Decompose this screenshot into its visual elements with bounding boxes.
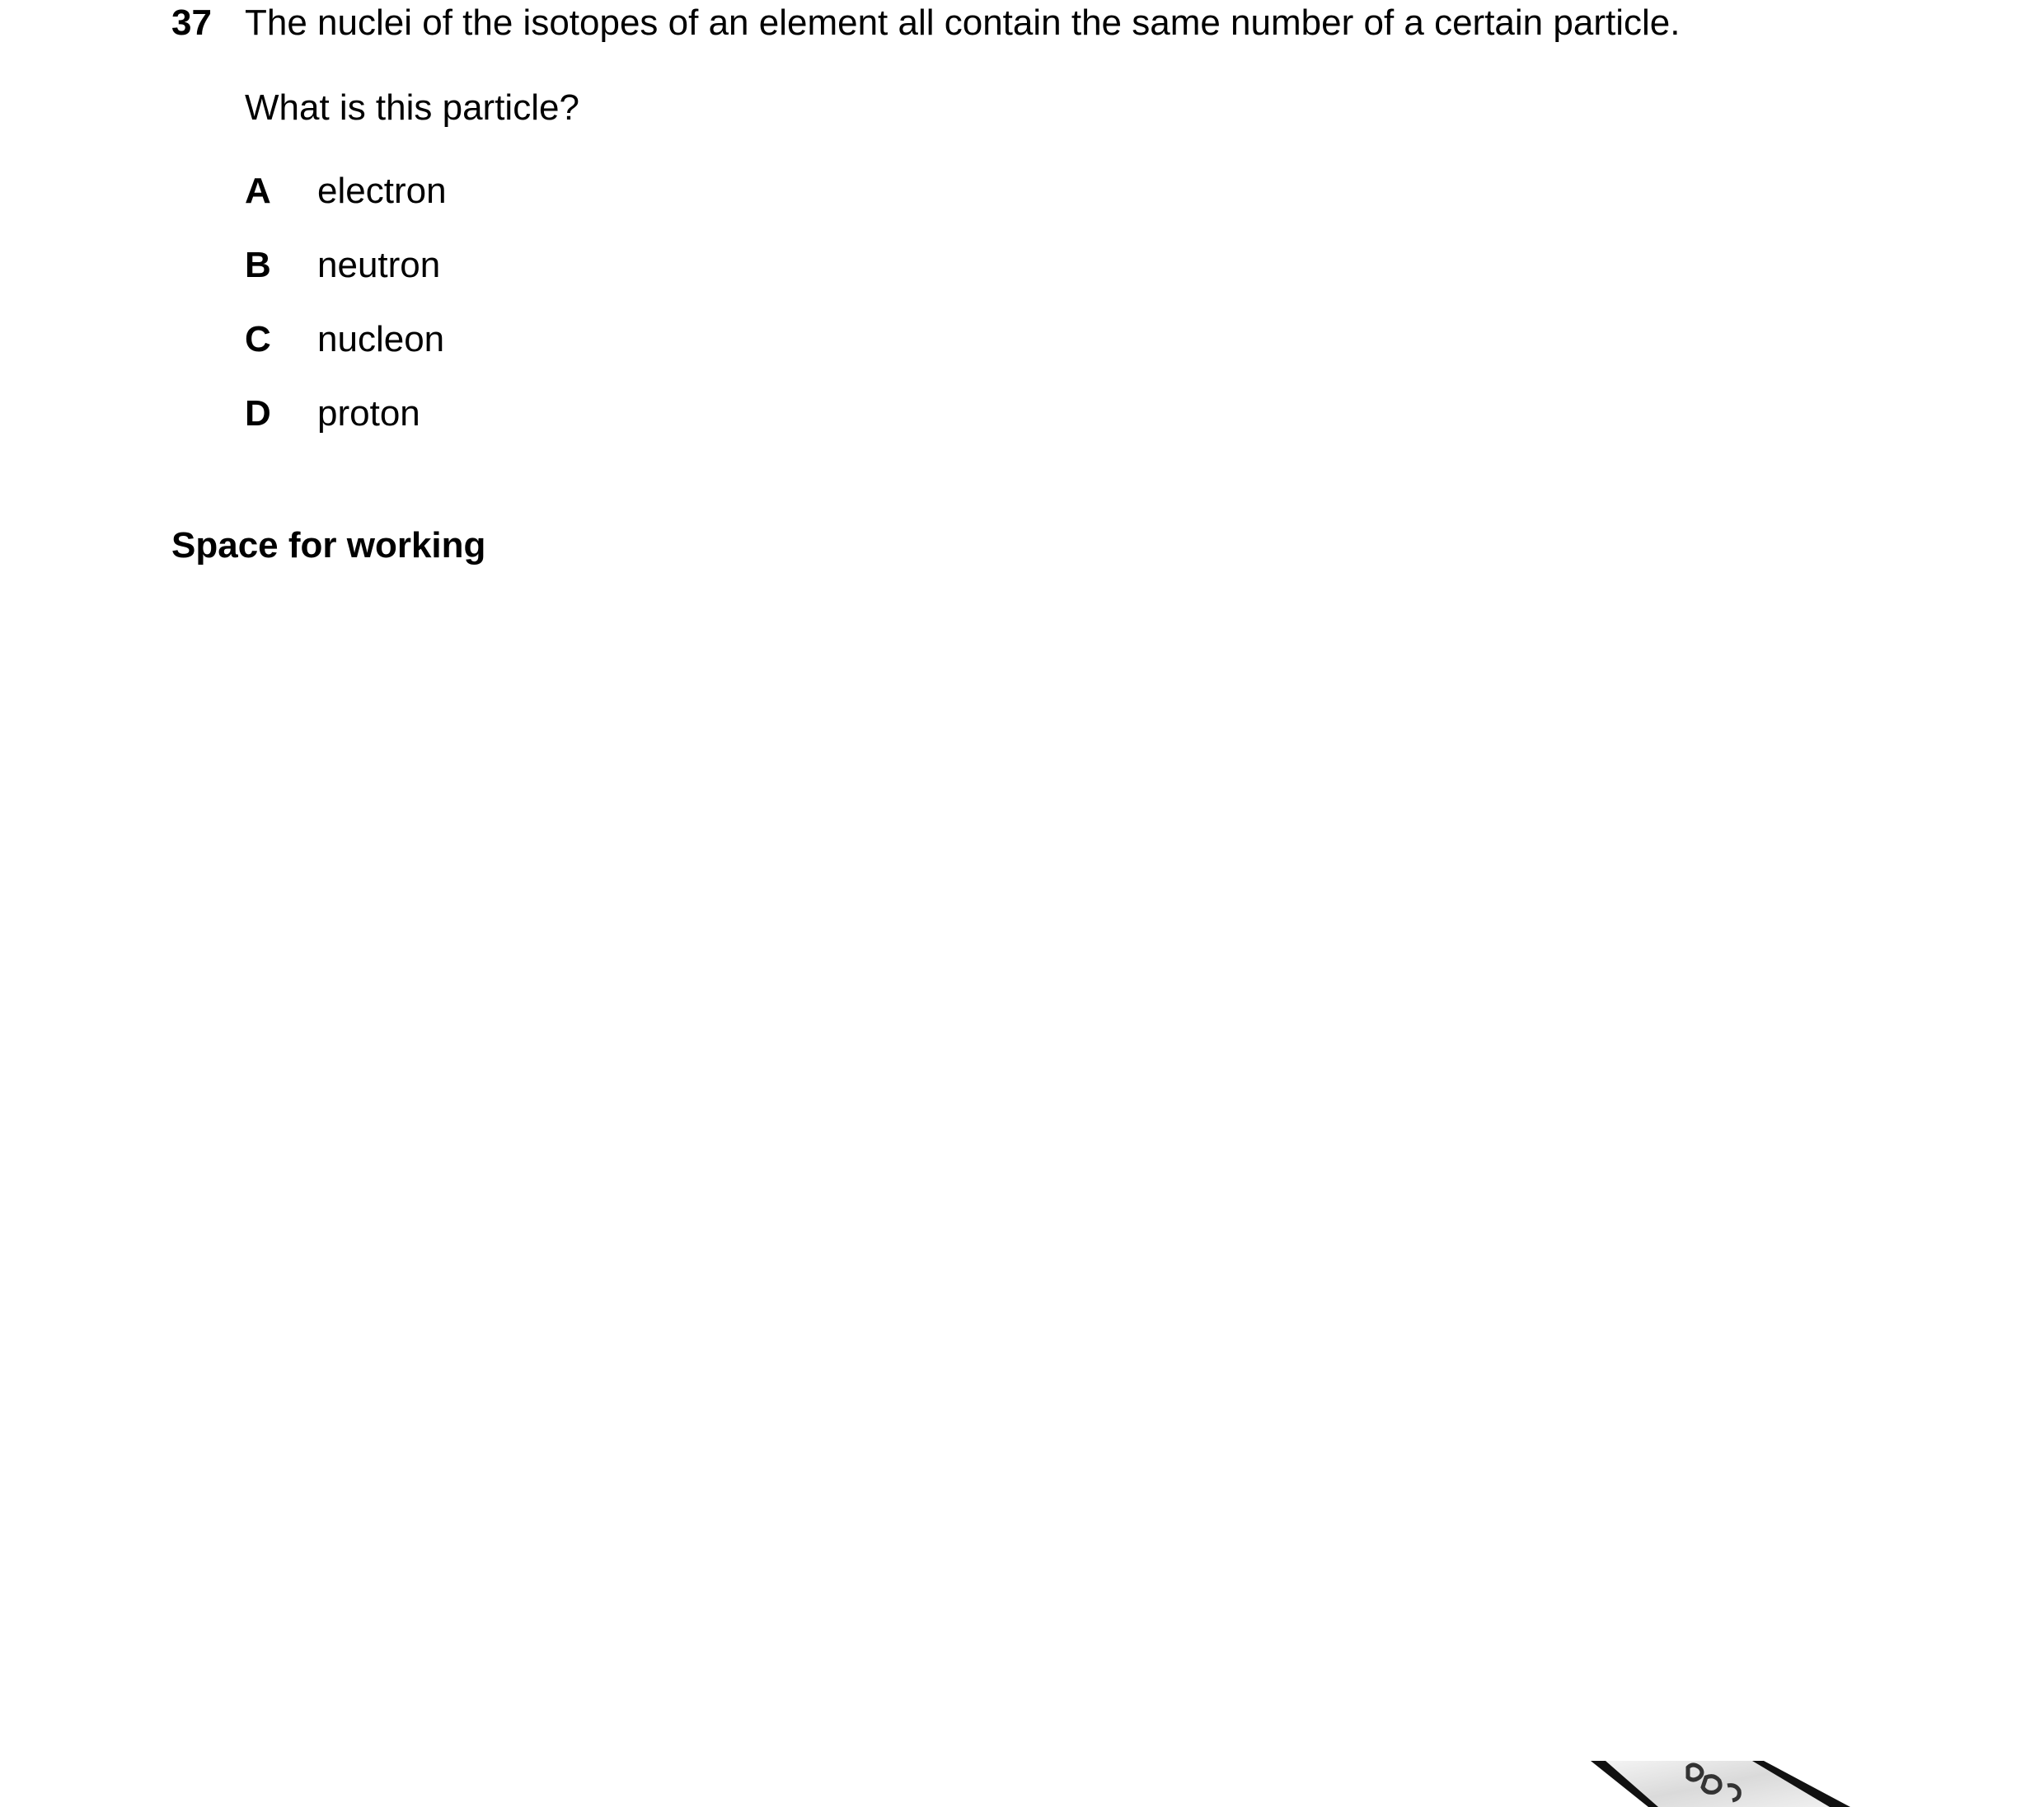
space-for-working-label: Space for working (171, 525, 486, 566)
option-letter: B (245, 245, 271, 285)
question-number: 37 (171, 2, 212, 43)
page-corner-tab-graphic (1591, 1761, 1854, 1807)
question-stem: The nuclei of the isotopes of an element all contain the same number of a certain particle. (245, 2, 1681, 43)
option-letter: D (245, 393, 271, 434)
option-text: proton (317, 393, 420, 434)
option-text: electron (317, 171, 447, 211)
option-letter: C (245, 319, 271, 359)
option-text: nucleon (317, 319, 445, 359)
question-prompt: What is this particle? (245, 87, 579, 128)
option-letter: A (245, 171, 271, 211)
option-text: neutron (317, 245, 441, 285)
corner-tab-icon (1591, 1761, 1854, 1807)
